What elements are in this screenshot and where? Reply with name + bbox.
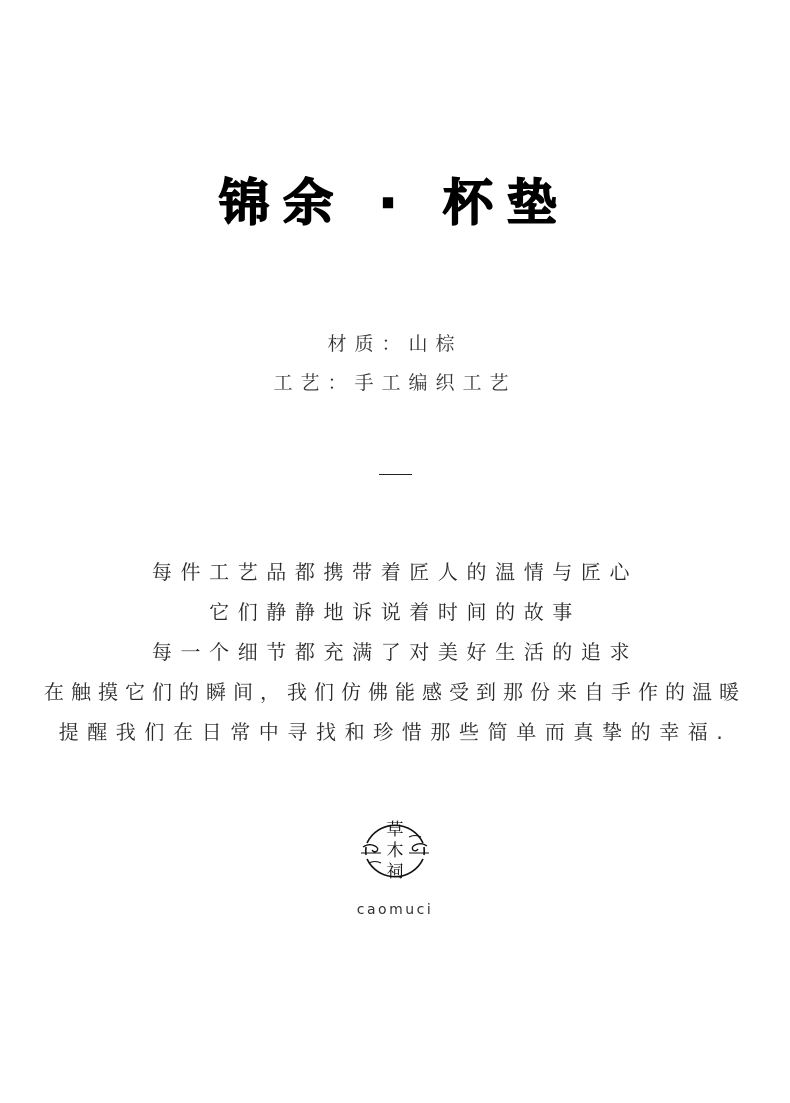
- brand-name: caomuci: [356, 902, 434, 918]
- logo-char: 草: [386, 820, 404, 840]
- logo-char: 木: [386, 841, 404, 861]
- page-title: 锦余 · 杯垫: [219, 174, 571, 232]
- story-line: 它们静静地诉说着时间的故事: [209, 600, 581, 624]
- logo-char: 祠: [386, 862, 404, 882]
- story-line: 提醒我们在日常中寻找和珍惜那些简单而真挚的幸福.: [58, 720, 732, 744]
- material-spec: 材质：山棕: [327, 333, 463, 355]
- story-line: 在触摸它们的瞬间，我们仿佛能感受到那份来自手作的温暖: [44, 680, 746, 704]
- story-text: [0, 552, 790, 752]
- divider-line: [379, 474, 412, 475]
- story-line: 每一个细节都充满了对美好生活的追求: [151, 640, 639, 664]
- craft-spec: 工艺：手工编织工艺: [273, 372, 517, 394]
- caomuci-logo-icon: [359, 813, 431, 889]
- story-line: 每件工艺品都携带着匠人的温情与匠心: [151, 560, 639, 584]
